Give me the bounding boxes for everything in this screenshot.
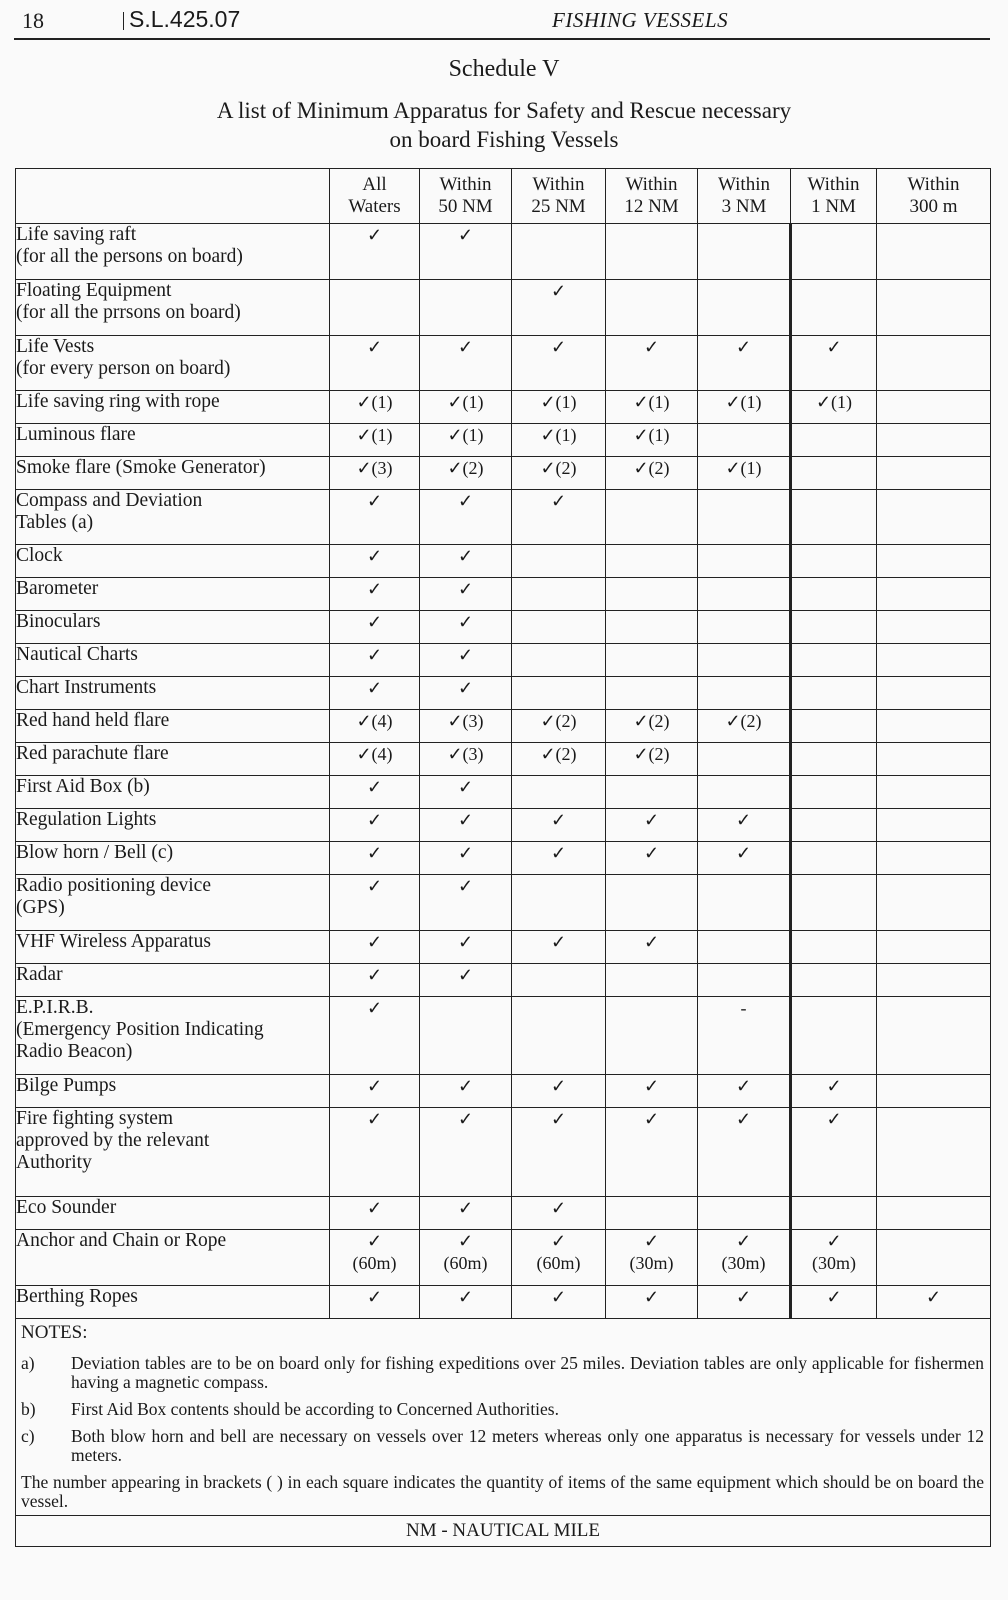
requirement-cell: ✓ bbox=[606, 842, 698, 875]
requirement-cell: ✓ bbox=[420, 1108, 512, 1197]
item-name: Bilge Pumps bbox=[16, 1075, 117, 1096]
column-header-row bbox=[16, 169, 991, 224]
requirement-cell: ✓ bbox=[330, 875, 420, 931]
requirement-cell: ✓ bbox=[330, 1108, 420, 1197]
requirement-cell bbox=[877, 280, 991, 336]
table-row bbox=[16, 1108, 991, 1197]
requirement-cell: ✓ bbox=[606, 809, 698, 842]
requirement-cell bbox=[606, 776, 698, 809]
requirement-cell bbox=[698, 611, 791, 644]
requirement-cell: ✓ bbox=[791, 336, 877, 391]
item-name-cell bbox=[16, 611, 330, 644]
requirement-cell bbox=[606, 224, 698, 280]
requirement-cell: ✓(1) bbox=[330, 391, 420, 424]
requirement-cell bbox=[791, 280, 877, 336]
requirement-cell: ✓(1) bbox=[606, 391, 698, 424]
table-row bbox=[16, 224, 991, 280]
requirement-cell: ✓(2) bbox=[606, 457, 698, 490]
legend-row bbox=[16, 1516, 991, 1547]
requirement-cell bbox=[420, 997, 512, 1075]
item-name-cell bbox=[16, 644, 330, 677]
requirement-cell: ✓(4) bbox=[330, 743, 420, 776]
requirement-cell bbox=[877, 1230, 991, 1286]
requirement-cell: ✓(1) bbox=[606, 424, 698, 457]
requirement-cell: ✓ bbox=[330, 224, 420, 280]
table-row bbox=[16, 931, 991, 964]
requirement-cell bbox=[877, 1197, 991, 1230]
table-row bbox=[16, 644, 991, 677]
item-name-cell bbox=[16, 964, 330, 997]
list-title-line-1: A list of Minimum Apparatus for Safety and Rescue necessary bbox=[216, 98, 792, 123]
table-row bbox=[16, 424, 991, 457]
requirement-cell: ✓ bbox=[420, 875, 512, 931]
requirement-cell: ✓(1) bbox=[698, 457, 791, 490]
requirement-cell bbox=[791, 611, 877, 644]
note-a bbox=[21, 1354, 984, 1392]
requirement-cell bbox=[877, 490, 991, 545]
requirement-cell bbox=[877, 611, 991, 644]
table-row bbox=[16, 710, 991, 743]
item-name: Radio positioning device (GPS) bbox=[16, 875, 211, 918]
requirement-cell bbox=[606, 280, 698, 336]
requirement-cell: ✓ (60m) bbox=[330, 1230, 420, 1286]
table-row bbox=[16, 490, 991, 545]
requirement-cell: ✓ bbox=[420, 931, 512, 964]
requirement-cell bbox=[791, 776, 877, 809]
requirement-cell bbox=[877, 644, 991, 677]
col-within-50nm: Within 50 NM bbox=[420, 169, 512, 224]
requirement-cell: ✓ bbox=[420, 644, 512, 677]
note-c-label: c) bbox=[21, 1426, 35, 1446]
requirement-cell: ✓ bbox=[698, 1286, 791, 1319]
page-header bbox=[14, 4, 990, 36]
item-name: Chart Instruments bbox=[16, 677, 157, 698]
requirement-cell bbox=[698, 931, 791, 964]
requirement-cell: ✓ bbox=[420, 1075, 512, 1108]
apparatus-table bbox=[15, 168, 991, 1547]
requirement-cell bbox=[877, 677, 991, 710]
list-title-line-2: on board Fishing Vessels bbox=[389, 127, 619, 152]
item-name-cell bbox=[16, 224, 330, 280]
requirement-cell bbox=[512, 224, 606, 280]
item-name: Luminous flare bbox=[16, 424, 136, 445]
item-name-cell bbox=[16, 842, 330, 875]
table-row bbox=[16, 1197, 991, 1230]
requirement-cell: ✓ bbox=[330, 1197, 420, 1230]
requirement-cell bbox=[877, 1075, 991, 1108]
item-name-cell bbox=[16, 1286, 330, 1319]
requirement-cell bbox=[791, 1197, 877, 1230]
requirement-cell bbox=[606, 545, 698, 578]
item-name-cell bbox=[16, 1197, 330, 1230]
requirement-cell bbox=[877, 224, 991, 280]
table-row bbox=[16, 280, 991, 336]
notes-cell bbox=[16, 1319, 991, 1516]
requirement-cell: ✓ bbox=[512, 1075, 606, 1108]
item-name: Red parachute flare bbox=[16, 743, 169, 764]
item-name: Life saving raft (for all the persons on board) bbox=[16, 224, 243, 267]
requirement-cell: ✓ bbox=[330, 997, 420, 1075]
table-row bbox=[16, 611, 991, 644]
requirement-cell: ✓(2) bbox=[512, 457, 606, 490]
item-name: Compass and Deviation Tables (a) bbox=[16, 490, 203, 533]
requirement-cell: ✓(4) bbox=[330, 710, 420, 743]
requirement-cell bbox=[698, 776, 791, 809]
requirement-cell bbox=[698, 578, 791, 611]
requirement-cell bbox=[877, 875, 991, 931]
notes bbox=[16, 1319, 990, 1515]
note-b bbox=[21, 1400, 984, 1419]
item-name-cell bbox=[16, 457, 330, 490]
requirement-cell bbox=[698, 490, 791, 545]
requirement-cell bbox=[791, 644, 877, 677]
requirement-cell bbox=[698, 545, 791, 578]
requirement-cell bbox=[791, 677, 877, 710]
item-name-cell bbox=[16, 1075, 330, 1108]
requirement-cell bbox=[698, 224, 791, 280]
requirement-cell: ✓ bbox=[698, 336, 791, 391]
requirement-cell: ✓(1) bbox=[330, 424, 420, 457]
requirement-cell bbox=[698, 280, 791, 336]
requirement-cell: ✓ bbox=[512, 490, 606, 545]
requirement-cell bbox=[512, 578, 606, 611]
requirement-cell: ✓ bbox=[420, 1286, 512, 1319]
requirement-cell bbox=[877, 391, 991, 424]
requirement-cell bbox=[791, 809, 877, 842]
requirement-cell bbox=[606, 490, 698, 545]
requirement-cell bbox=[512, 677, 606, 710]
item-name-cell bbox=[16, 875, 330, 931]
requirement-cell: ✓ bbox=[420, 336, 512, 391]
table-row bbox=[16, 677, 991, 710]
requirement-cell: ✓ bbox=[606, 1108, 698, 1197]
requirement-cell: ✓(2) bbox=[512, 743, 606, 776]
col-within-3nm: Within 3 NM bbox=[698, 169, 791, 224]
item-name-cell bbox=[16, 424, 330, 457]
requirement-cell: ✓ bbox=[330, 842, 420, 875]
requirement-cell: ✓(1) bbox=[420, 424, 512, 457]
requirement-cell: ✓ bbox=[420, 611, 512, 644]
schedule-title: Schedule V bbox=[448, 56, 560, 82]
requirement-cell: ✓ bbox=[330, 931, 420, 964]
page-number: 18 bbox=[22, 8, 44, 33]
note-c bbox=[21, 1427, 984, 1465]
requirement-cell: ✓ bbox=[330, 809, 420, 842]
table-row bbox=[16, 457, 991, 490]
table-row bbox=[16, 997, 991, 1075]
requirement-cell bbox=[877, 1108, 991, 1197]
requirement-cell bbox=[606, 644, 698, 677]
item-name-cell bbox=[16, 490, 330, 545]
header-rule bbox=[14, 38, 990, 40]
requirement-cell bbox=[512, 776, 606, 809]
requirement-cell bbox=[698, 644, 791, 677]
col-within-1nm: Within 1 NM bbox=[791, 169, 877, 224]
item-name: Smoke flare (Smoke Generator) bbox=[16, 457, 266, 478]
requirement-cell bbox=[330, 280, 420, 336]
requirement-cell bbox=[698, 743, 791, 776]
requirement-cell: ✓(2) bbox=[606, 710, 698, 743]
item-name: VHF Wireless Apparatus bbox=[16, 931, 211, 952]
requirement-cell: ✓ bbox=[330, 490, 420, 545]
requirement-cell bbox=[698, 424, 791, 457]
requirement-cell bbox=[606, 997, 698, 1075]
requirement-cell bbox=[420, 280, 512, 336]
requirement-cell: ✓(2) bbox=[698, 710, 791, 743]
requirement-cell bbox=[606, 677, 698, 710]
requirement-cell: ✓ bbox=[330, 1286, 420, 1319]
requirement-cell: ✓(1) bbox=[420, 391, 512, 424]
table-row bbox=[16, 743, 991, 776]
requirement-cell: ✓ bbox=[698, 842, 791, 875]
requirement-cell bbox=[698, 964, 791, 997]
requirement-cell bbox=[512, 964, 606, 997]
requirement-cell bbox=[877, 710, 991, 743]
item-name: Barometer bbox=[16, 578, 99, 599]
requirement-cell bbox=[791, 931, 877, 964]
requirement-cell: ✓ bbox=[420, 677, 512, 710]
table-body bbox=[16, 224, 991, 1319]
requirement-cell bbox=[877, 545, 991, 578]
notes-row bbox=[16, 1319, 991, 1516]
requirement-cell: ✓ bbox=[512, 842, 606, 875]
requirement-cell bbox=[698, 1197, 791, 1230]
requirement-cell: ✓ bbox=[330, 336, 420, 391]
requirement-cell bbox=[791, 490, 877, 545]
item-name: First Aid Box (b) bbox=[16, 776, 150, 797]
table-row bbox=[16, 875, 991, 931]
requirement-cell: ✓(2) bbox=[606, 743, 698, 776]
requirement-cell: ✓ bbox=[606, 1286, 698, 1319]
item-name-cell bbox=[16, 1230, 330, 1286]
requirement-cell bbox=[606, 875, 698, 931]
table-row bbox=[16, 1230, 991, 1286]
requirement-cell: ✓ (60m) bbox=[420, 1230, 512, 1286]
requirement-cell: ✓ bbox=[698, 809, 791, 842]
col-all-waters: All Waters bbox=[330, 169, 420, 224]
requirement-cell: ✓ bbox=[512, 1197, 606, 1230]
requirement-cell: ✓(3) bbox=[420, 743, 512, 776]
requirement-cell: ✓(1) bbox=[512, 391, 606, 424]
requirement-cell bbox=[877, 336, 991, 391]
requirement-cell bbox=[877, 776, 991, 809]
requirement-cell: ✓ bbox=[330, 611, 420, 644]
requirement-cell: ✓ bbox=[330, 677, 420, 710]
item-name: Eco Sounder bbox=[16, 1197, 117, 1218]
requirement-cell bbox=[698, 875, 791, 931]
item-name-cell bbox=[16, 931, 330, 964]
requirement-cell: ✓ bbox=[512, 1286, 606, 1319]
table-row bbox=[16, 1075, 991, 1108]
item-name: Blow horn / Bell (c) bbox=[16, 842, 174, 863]
notes-footer: The number appearing in brackets ( ) in each square indicates the quantity of items of the same equipment which should be on board the vessel. bbox=[21, 1472, 984, 1511]
requirement-cell bbox=[877, 964, 991, 997]
requirement-cell: ✓ bbox=[330, 776, 420, 809]
requirement-cell bbox=[606, 611, 698, 644]
requirement-cell: ✓ bbox=[698, 1108, 791, 1197]
header-blank-cell bbox=[16, 169, 330, 224]
item-name-cell bbox=[16, 578, 330, 611]
requirement-cell bbox=[698, 677, 791, 710]
requirement-cell: ✓(1) bbox=[512, 424, 606, 457]
requirement-cell: ✓ bbox=[512, 1108, 606, 1197]
requirement-cell: - bbox=[698, 997, 791, 1075]
requirement-cell: ✓ bbox=[330, 1075, 420, 1108]
requirement-cell bbox=[877, 842, 991, 875]
item-name: E.P.I.R.B. (Emergency Position Indicating Radio Beacon) bbox=[16, 997, 264, 1062]
requirement-cell: ✓ bbox=[791, 1286, 877, 1319]
requirement-cell: ✓(1) bbox=[791, 391, 877, 424]
requirement-cell: ✓ bbox=[606, 931, 698, 964]
table-row bbox=[16, 1286, 991, 1319]
requirement-cell: ✓ bbox=[420, 1197, 512, 1230]
requirement-cell bbox=[791, 578, 877, 611]
item-name-cell bbox=[16, 280, 330, 336]
requirement-cell: ✓ (30m) bbox=[791, 1230, 877, 1286]
item-name: Berthing Ropes bbox=[16, 1286, 138, 1307]
item-name: Floating Equipment (for all the prrsons on board) bbox=[16, 280, 241, 323]
requirement-cell bbox=[791, 842, 877, 875]
item-name: Red hand held flare bbox=[16, 710, 170, 731]
requirement-cell bbox=[791, 545, 877, 578]
requirement-cell bbox=[606, 1197, 698, 1230]
requirement-cell bbox=[791, 457, 877, 490]
list-title bbox=[0, 96, 1008, 154]
note-a-text: Deviation tables are to be on board only for fishing expeditions over 25 miles. Deviation tables are only applicable for fishermen having a magnetic compass. bbox=[71, 1353, 984, 1392]
requirement-cell: ✓ bbox=[330, 964, 420, 997]
requirement-cell: ✓ (30m) bbox=[606, 1230, 698, 1286]
requirement-cell: ✓ bbox=[420, 545, 512, 578]
col-within-25nm: Within 25 NM bbox=[512, 169, 606, 224]
requirement-cell: ✓ (60m) bbox=[512, 1230, 606, 1286]
item-name: Fire fighting system approved by the relevant Authority bbox=[16, 1108, 210, 1173]
item-name: Life Vests (for every person on board) bbox=[16, 336, 231, 379]
note-b-text: First Aid Box contents should be according to Concerned Authorities. bbox=[71, 1399, 559, 1419]
requirement-cell bbox=[877, 457, 991, 490]
requirement-cell bbox=[791, 875, 877, 931]
item-name: Radar bbox=[16, 964, 63, 985]
requirement-cell bbox=[512, 611, 606, 644]
item-name-cell bbox=[16, 809, 330, 842]
item-name-cell bbox=[16, 545, 330, 578]
table-row bbox=[16, 776, 991, 809]
requirement-cell: ✓ bbox=[330, 545, 420, 578]
legend: NM - NAUTICAL MILE bbox=[16, 1516, 991, 1547]
table-row bbox=[16, 336, 991, 391]
item-name-cell bbox=[16, 677, 330, 710]
section-title: FISHING VESSELS bbox=[552, 8, 729, 32]
requirement-cell: ✓ bbox=[512, 809, 606, 842]
item-name: Anchor and Chain or Rope bbox=[16, 1230, 227, 1251]
table-row bbox=[16, 545, 991, 578]
requirement-cell: ✓ bbox=[420, 578, 512, 611]
table-row bbox=[16, 578, 991, 611]
requirement-cell bbox=[877, 578, 991, 611]
requirement-cell bbox=[606, 578, 698, 611]
table-row bbox=[16, 964, 991, 997]
note-a-label: a) bbox=[21, 1353, 35, 1373]
item-name: Life saving ring with rope bbox=[16, 391, 220, 412]
requirement-cell bbox=[791, 424, 877, 457]
requirement-cell: ✓ bbox=[877, 1286, 991, 1319]
note-b-label: b) bbox=[21, 1399, 36, 1419]
requirement-cell: ✓ bbox=[698, 1075, 791, 1108]
requirement-cell bbox=[877, 743, 991, 776]
requirement-cell: ✓(3) bbox=[420, 710, 512, 743]
table-row bbox=[16, 391, 991, 424]
item-name-cell bbox=[16, 776, 330, 809]
legislation-reference: S.L.425.07 bbox=[129, 6, 241, 32]
requirement-cell: ✓ bbox=[420, 490, 512, 545]
item-name: Binoculars bbox=[16, 611, 101, 632]
requirement-cell: ✓ bbox=[420, 809, 512, 842]
requirement-cell: ✓ bbox=[330, 644, 420, 677]
item-name-cell bbox=[16, 710, 330, 743]
requirement-cell bbox=[512, 997, 606, 1075]
requirement-cell bbox=[791, 743, 877, 776]
requirement-cell bbox=[606, 964, 698, 997]
item-name-cell bbox=[16, 1108, 330, 1197]
requirement-cell bbox=[877, 931, 991, 964]
col-within-300m: Within 300 m bbox=[877, 169, 991, 224]
requirement-cell: ✓ bbox=[606, 1075, 698, 1108]
note-c-text: Both blow horn and bell are necessary on vessels over 12 meters whereas only one apparatus is necessary for vessels under 12 meters. bbox=[71, 1426, 984, 1465]
requirement-cell: ✓ bbox=[512, 280, 606, 336]
requirement-cell: ✓ bbox=[512, 336, 606, 391]
requirement-cell: ✓ bbox=[420, 224, 512, 280]
requirement-cell bbox=[512, 644, 606, 677]
requirement-cell: ✓(2) bbox=[420, 457, 512, 490]
requirement-cell bbox=[791, 997, 877, 1075]
table-row bbox=[16, 809, 991, 842]
requirement-cell: ✓ bbox=[512, 931, 606, 964]
requirement-cell: ✓ bbox=[420, 964, 512, 997]
item-name: Clock bbox=[16, 545, 63, 566]
requirement-cell: ✓ bbox=[791, 1075, 877, 1108]
requirement-cell: ✓(3) bbox=[330, 457, 420, 490]
requirement-cell bbox=[791, 964, 877, 997]
requirement-cell: ✓ bbox=[420, 776, 512, 809]
item-name-cell bbox=[16, 743, 330, 776]
item-name-cell bbox=[16, 391, 330, 424]
requirement-cell bbox=[791, 710, 877, 743]
col-within-12nm: Within 12 NM bbox=[606, 169, 698, 224]
requirement-cell bbox=[791, 224, 877, 280]
requirement-cell: ✓ bbox=[791, 1108, 877, 1197]
item-name-cell bbox=[16, 997, 330, 1075]
requirement-cell: ✓(2) bbox=[512, 710, 606, 743]
requirement-cell bbox=[512, 875, 606, 931]
table-row bbox=[16, 842, 991, 875]
requirement-cell: ✓ bbox=[420, 842, 512, 875]
requirement-cell: ✓ bbox=[330, 578, 420, 611]
requirement-cell: ✓ (30m) bbox=[698, 1230, 791, 1286]
requirement-cell: ✓(1) bbox=[698, 391, 791, 424]
requirement-cell bbox=[512, 545, 606, 578]
notes-heading: NOTES: bbox=[21, 1322, 88, 1343]
requirement-cell bbox=[877, 997, 991, 1075]
requirement-cell bbox=[877, 424, 991, 457]
item-name: Regulation Lights bbox=[16, 809, 157, 830]
item-name: Nautical Charts bbox=[16, 644, 138, 665]
requirement-cell bbox=[877, 809, 991, 842]
requirement-cell: ✓ bbox=[606, 336, 698, 391]
item-name-cell bbox=[16, 336, 330, 391]
